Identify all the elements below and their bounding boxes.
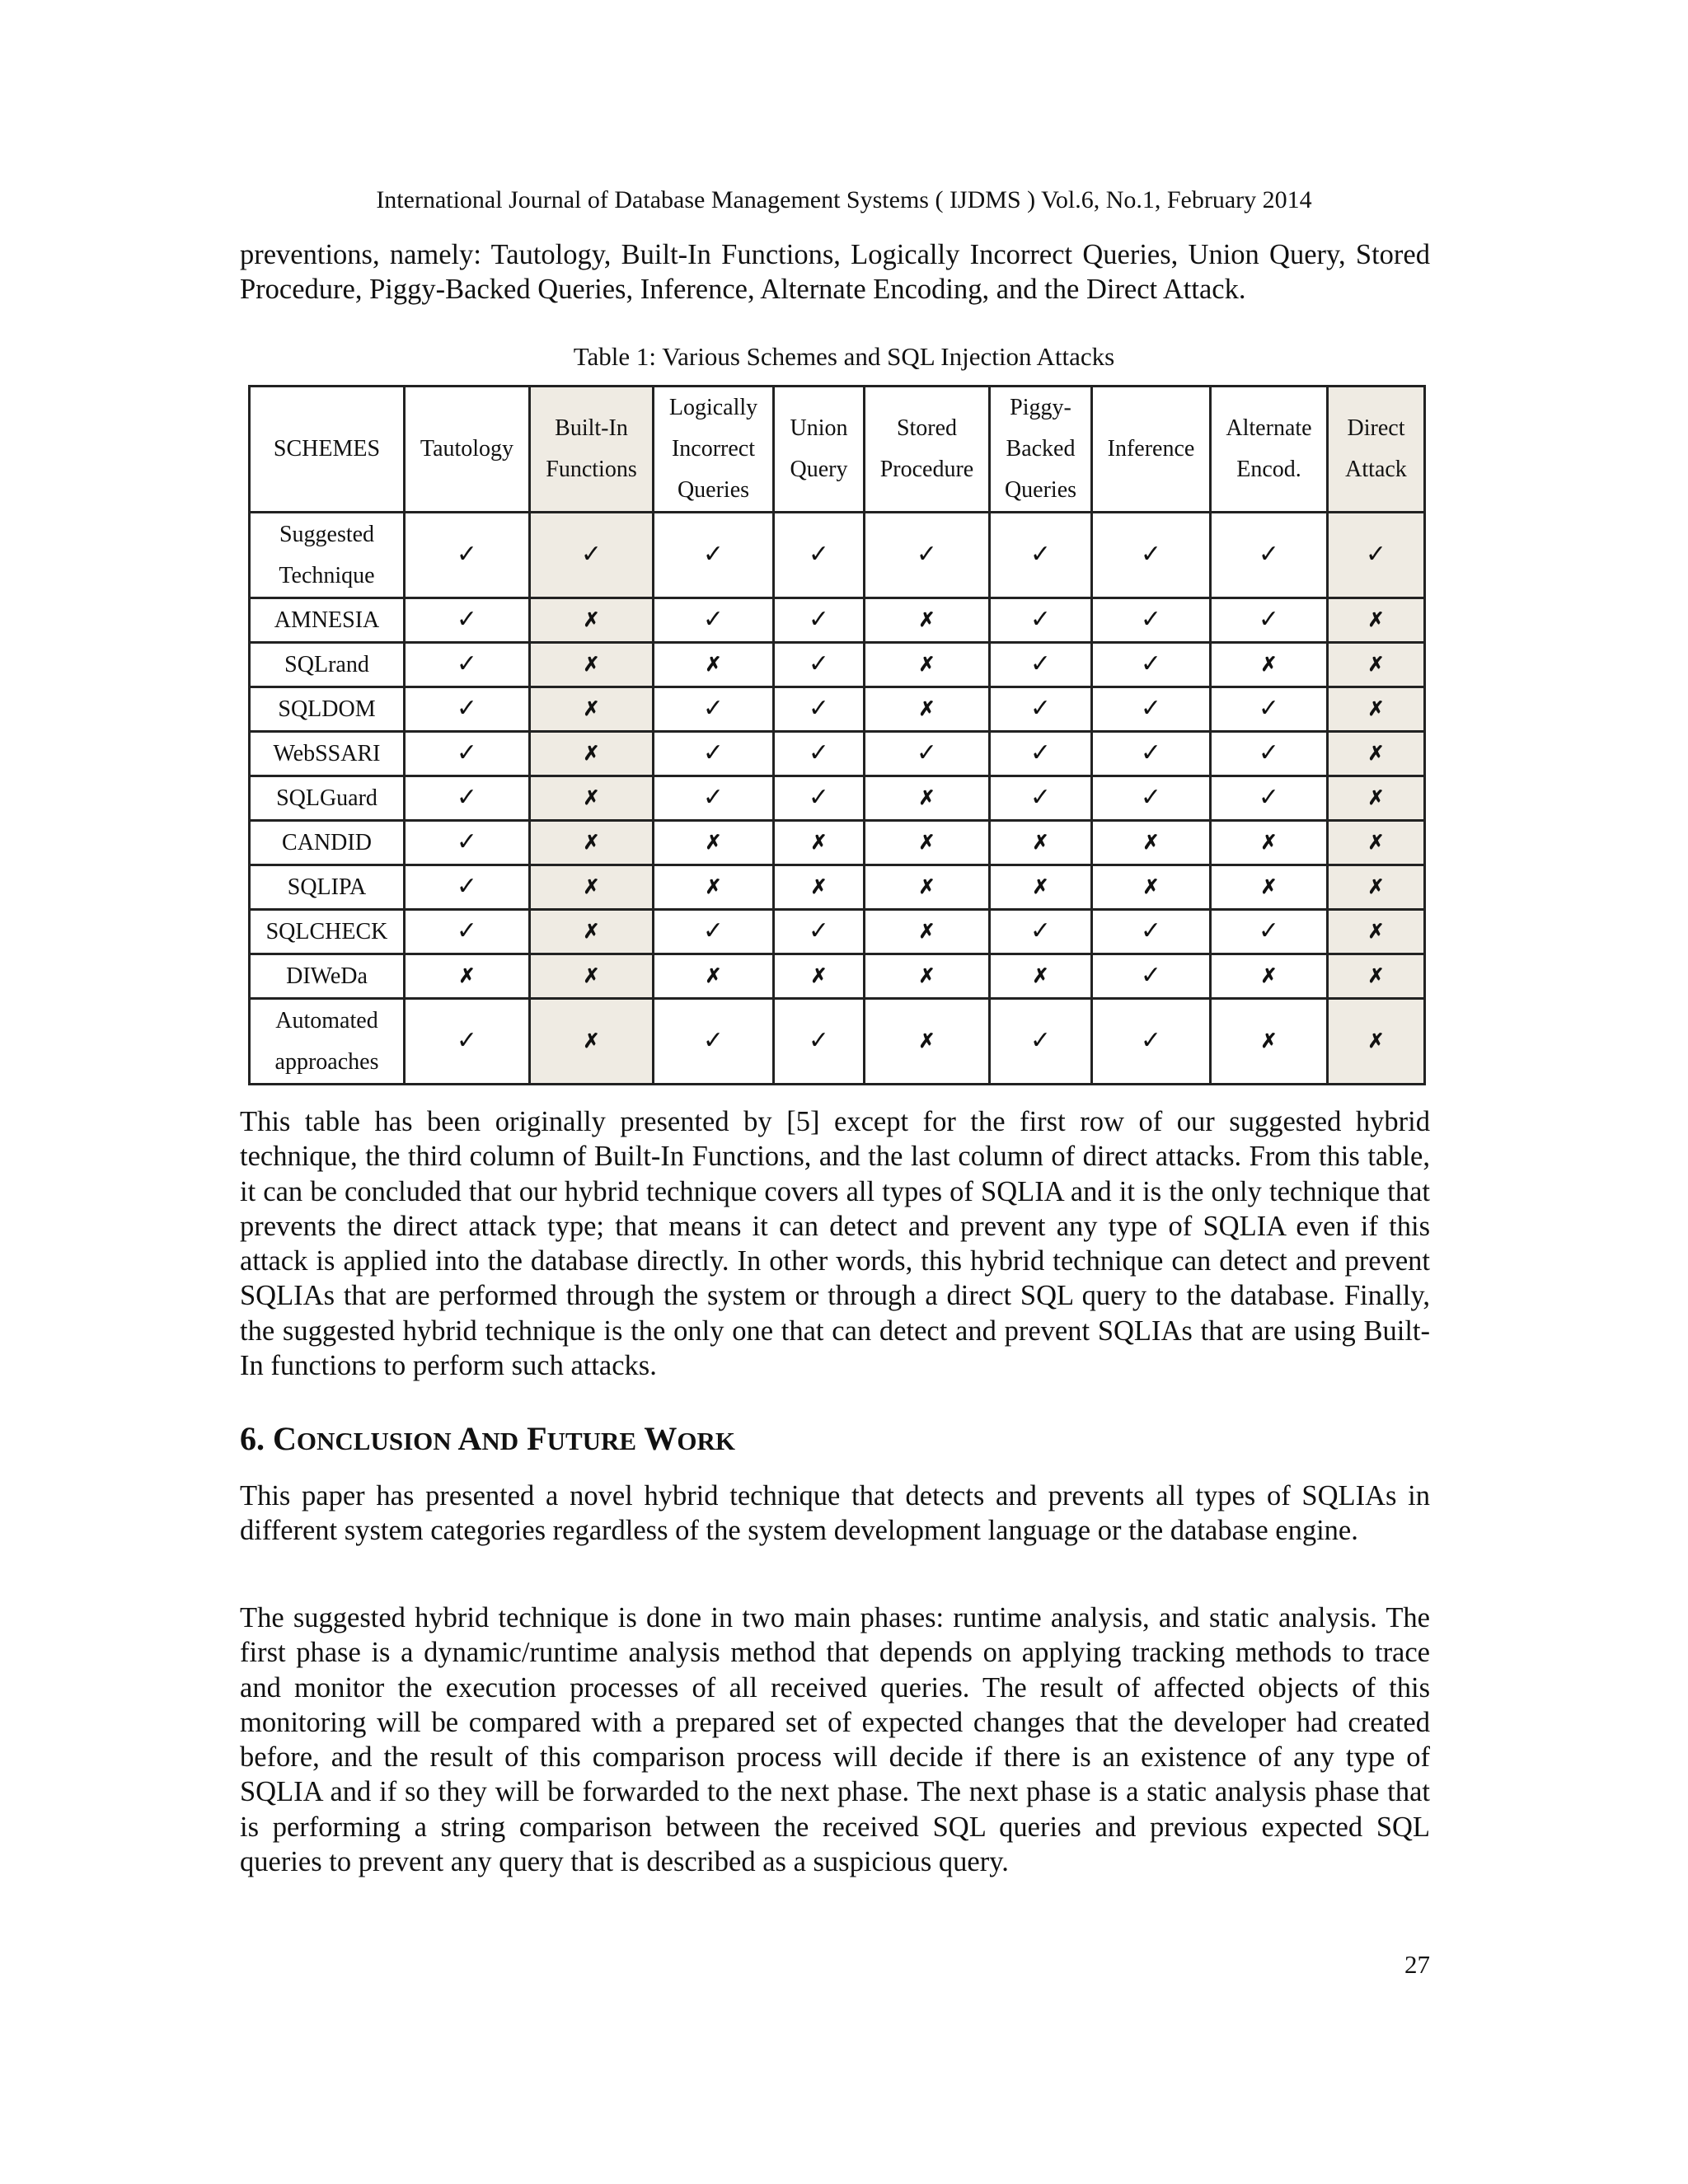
check-mark-icon: ✓: [1029, 541, 1052, 568]
check-mark-icon: ✓: [1029, 1027, 1052, 1054]
table-cell: [865, 821, 990, 865]
cross-mark-icon: ✗: [583, 877, 600, 898]
table-cell: [774, 821, 865, 865]
check-mark-icon: ✓: [1140, 739, 1162, 766]
cross-mark-icon: ✗: [918, 832, 935, 854]
table-row: [250, 643, 1425, 687]
cross-mark-icon: ✗: [918, 654, 935, 676]
column-header: Built-In Functions: [530, 387, 654, 513]
page-number: 27: [1404, 1950, 1430, 1979]
table-cell: [654, 643, 774, 687]
check-mark-icon: ✓: [1140, 917, 1162, 944]
check-mark-icon: ✓: [580, 541, 603, 568]
cross-mark-icon: ✗: [1367, 699, 1385, 720]
check-mark-icon: ✓: [456, 606, 478, 633]
table-cell: [990, 865, 1092, 910]
cross-mark-icon: ✗: [1142, 877, 1160, 898]
cross-mark-icon: ✗: [583, 654, 600, 676]
cross-mark-icon: ✗: [918, 610, 935, 631]
table-cell: [1092, 954, 1211, 999]
table-cell: [1328, 954, 1425, 999]
column-header: Alternate Encod.: [1211, 387, 1328, 513]
table-row: [250, 598, 1425, 643]
table-cell: [530, 732, 654, 776]
cross-mark-icon: ✗: [918, 699, 935, 720]
scheme-name-cell: SQLIPA: [250, 865, 405, 910]
journal-header: International Journal of Database Management Systems ( IJDMS ) Vol.6, No.1, February 2014: [376, 186, 1312, 213]
check-mark-icon: ✓: [456, 784, 478, 811]
column-header: Piggy-Backed Queries: [990, 387, 1092, 513]
scheme-name-cell: SQLCHECK: [250, 910, 405, 954]
scheme-name-cell: CANDID: [250, 821, 405, 865]
check-mark-icon: ✓: [1029, 917, 1052, 944]
table-cell: [654, 513, 774, 598]
cross-mark-icon: ✗: [918, 921, 935, 943]
check-mark-icon: ✓: [1140, 541, 1162, 568]
table-cell: [1092, 776, 1211, 821]
cross-mark-icon: ✗: [705, 832, 722, 854]
table-cell: [990, 910, 1092, 954]
section-word: FUTURE: [527, 1420, 637, 1457]
check-mark-icon: ✓: [808, 917, 830, 944]
check-mark-icon: ✓: [456, 541, 478, 568]
table-cell: [865, 598, 990, 643]
cross-mark-icon: ✗: [583, 966, 600, 987]
cross-mark-icon: ✗: [583, 699, 600, 720]
cross-mark-icon: ✗: [1367, 743, 1385, 765]
table-header-row: [250, 387, 1425, 513]
table-cell: [1092, 513, 1211, 598]
check-mark-icon: ✓: [1140, 650, 1162, 677]
table-cell: [530, 598, 654, 643]
table-cell: [530, 776, 654, 821]
column-header: Stored Procedure: [865, 387, 990, 513]
table-cell: [774, 732, 865, 776]
cross-mark-icon: ✗: [1367, 832, 1385, 854]
cross-mark-icon: ✗: [1260, 966, 1278, 987]
table-cell: [405, 598, 530, 643]
check-mark-icon: ✓: [1140, 784, 1162, 811]
table-cell: [654, 687, 774, 732]
column-header: Logically Incorrect Queries: [654, 387, 774, 513]
check-mark-icon: ✓: [456, 828, 478, 855]
check-mark-icon: ✓: [456, 650, 478, 677]
table-cell: [990, 821, 1092, 865]
table-cell: [1211, 776, 1328, 821]
check-mark-icon: ✓: [702, 541, 724, 568]
column-header: Union Query: [774, 387, 865, 513]
column-header: Direct Attack: [1328, 387, 1425, 513]
check-mark-icon: ✓: [1140, 695, 1162, 722]
cross-mark-icon: ✗: [918, 966, 935, 987]
cross-mark-icon: ✗: [705, 966, 722, 987]
table-cell: [774, 776, 865, 821]
check-mark-icon: ✓: [808, 650, 830, 677]
table-cell: [530, 821, 654, 865]
table-cell: [1211, 687, 1328, 732]
cross-mark-icon: ✗: [918, 1031, 935, 1052]
table-cell: [1328, 687, 1425, 732]
table-cell: [405, 732, 530, 776]
cross-mark-icon: ✗: [1260, 832, 1278, 854]
cross-mark-icon: ✗: [1367, 921, 1385, 943]
table-cell: [1092, 910, 1211, 954]
table-cell: [654, 999, 774, 1085]
table-row: [250, 821, 1425, 865]
table-cell: [865, 999, 990, 1085]
table-cell: [1211, 821, 1328, 865]
table-row: [250, 776, 1425, 821]
table-cell: [865, 643, 990, 687]
table-cell: [1328, 865, 1425, 910]
cross-mark-icon: ✗: [583, 921, 600, 943]
scheme-name-cell: Automated approaches: [250, 999, 405, 1085]
table-row: [250, 910, 1425, 954]
check-mark-icon: ✓: [1140, 962, 1162, 989]
table-cell: [405, 513, 530, 598]
check-mark-icon: ✓: [702, 739, 724, 766]
conclusion-paragraph-1: This paper has presented a novel hybrid technique that detects and prevents all types of SQLIAs in different system categories regardless of the system development language or the database engine.: [240, 1480, 1430, 1547]
table-cell: [405, 910, 530, 954]
table-cell: [405, 687, 530, 732]
section-number: 6.: [240, 1420, 265, 1457]
table-cell: [1328, 732, 1425, 776]
check-mark-icon: ✓: [456, 739, 478, 766]
table-cell: [1211, 999, 1328, 1085]
check-mark-icon: ✓: [1258, 695, 1280, 722]
cross-mark-icon: ✗: [1032, 966, 1049, 987]
section-word: WORK: [644, 1420, 735, 1457]
cross-mark-icon: ✗: [1032, 832, 1049, 854]
table-cell: [654, 776, 774, 821]
table-cell: [654, 821, 774, 865]
scheme-name-cell: SQLGuard: [250, 776, 405, 821]
table-cell: [774, 954, 865, 999]
table-cell: [990, 513, 1092, 598]
intro-paragraph: preventions, namely: Tautology, Built-In Functions, Logically Incorrect Queries, Union Query, Stored Procedure, Piggy-Backed Queries, Inference, Alternate Encoding, and the Direct Attack.: [240, 239, 1430, 306]
table-cell: [990, 732, 1092, 776]
table-caption: Table 1: Various Schemes and SQL Injection Attacks: [573, 342, 1115, 371]
cross-mark-icon: ✗: [810, 877, 828, 898]
check-mark-icon: ✓: [916, 739, 938, 766]
table-cell: [1092, 732, 1211, 776]
check-mark-icon: ✓: [1365, 541, 1387, 568]
table-cell: [1328, 643, 1425, 687]
check-mark-icon: ✓: [808, 784, 830, 811]
scheme-name-cell: AMNESIA: [250, 598, 405, 643]
table-cell: [865, 776, 990, 821]
scheme-name-cell: Suggested Technique: [250, 513, 405, 598]
cross-mark-icon: ✗: [705, 654, 722, 676]
table-cell: [774, 687, 865, 732]
table-cell: [1092, 598, 1211, 643]
table-cell: [530, 999, 654, 1085]
check-mark-icon: ✓: [1029, 784, 1052, 811]
table-cell: [990, 643, 1092, 687]
table-cell: [774, 865, 865, 910]
table-cell: [865, 910, 990, 954]
check-mark-icon: ✓: [456, 695, 478, 722]
cross-mark-icon: ✗: [1260, 654, 1278, 676]
scheme-name-cell: SQLDOM: [250, 687, 405, 732]
cross-mark-icon: ✗: [810, 832, 828, 854]
column-header: Tautology: [405, 387, 530, 513]
section-heading: [240, 1419, 735, 1458]
conclusion-paragraph-2: The suggested hybrid technique is done in two main phases: runtime analysis, and static analysis. The first phase is a dynamic/runtime analysis method that depends on applying tracking methods to trace and monitor the execution processes of all received queries. The result of affected objects of this monitoring will be compared with a prepared set of expected changes that the developer had created before, and the result of this comparison process will decide if there is an existence of any type of SQLIA and if so they will be forwarded to the next phase. The next phase is a static analysis phase that is performing a string comparison between the received SQL queries and previous expected SQL queries to prevent any query that is described as a suspicious query.: [240, 1602, 1430, 1878]
table-cell: [530, 687, 654, 732]
table-cell: [530, 643, 654, 687]
check-mark-icon: ✓: [1029, 650, 1052, 677]
table-cell: [865, 732, 990, 776]
check-mark-icon: ✓: [702, 606, 724, 633]
check-mark-icon: ✓: [456, 917, 478, 944]
check-mark-icon: ✓: [702, 917, 724, 944]
table-cell: [990, 999, 1092, 1085]
cross-mark-icon: ✗: [583, 743, 600, 765]
table-cell: [990, 687, 1092, 732]
table-row: [250, 687, 1425, 732]
table-cell: [1211, 732, 1328, 776]
table-cell: [1328, 513, 1425, 598]
check-mark-icon: ✓: [1140, 606, 1162, 633]
table-cell: [1092, 643, 1211, 687]
table-cell: [1211, 598, 1328, 643]
table-cell: [1211, 513, 1328, 598]
table-cell: [405, 821, 530, 865]
table-cell: [530, 954, 654, 999]
check-mark-icon: ✓: [1258, 784, 1280, 811]
table-cell: [990, 954, 1092, 999]
cross-mark-icon: ✗: [1142, 832, 1160, 854]
table-cell: [774, 910, 865, 954]
table-cell: [1328, 821, 1425, 865]
cross-mark-icon: ✗: [918, 877, 935, 898]
check-mark-icon: ✓: [808, 541, 830, 568]
table-cell: [774, 643, 865, 687]
table-cell: [405, 643, 530, 687]
scheme-name-cell: DIWeDa: [250, 954, 405, 999]
table-cell: [530, 910, 654, 954]
table-cell: [405, 999, 530, 1085]
cross-mark-icon: ✗: [583, 1031, 600, 1052]
check-mark-icon: ✓: [1258, 541, 1280, 568]
table-row: [250, 513, 1425, 598]
table-cell: [530, 865, 654, 910]
table-cell: [865, 687, 990, 732]
table-cell: [865, 513, 990, 598]
check-mark-icon: ✓: [702, 1027, 724, 1054]
scheme-name-cell: SQLrand: [250, 643, 405, 687]
table-cell: [1092, 865, 1211, 910]
cross-mark-icon: ✗: [1367, 966, 1385, 987]
table-cell: [654, 598, 774, 643]
table-cell: [1211, 910, 1328, 954]
check-mark-icon: ✓: [1029, 739, 1052, 766]
check-mark-icon: ✓: [702, 695, 724, 722]
table-cell: [865, 954, 990, 999]
cross-mark-icon: ✗: [1367, 610, 1385, 631]
table-cell: [654, 865, 774, 910]
section-word: CONCLUSION: [273, 1420, 452, 1457]
table-cell: [1092, 687, 1211, 732]
table-cell: [654, 954, 774, 999]
table-cell: [654, 732, 774, 776]
scheme-name-cell: WebSSARI: [250, 732, 405, 776]
table-cell: [1211, 643, 1328, 687]
cross-mark-icon: ✗: [1367, 788, 1385, 809]
table-cell: [1328, 910, 1425, 954]
check-mark-icon: ✓: [1029, 695, 1052, 722]
cross-mark-icon: ✗: [1032, 877, 1049, 898]
cross-mark-icon: ✗: [458, 966, 476, 987]
check-mark-icon: ✓: [916, 541, 938, 568]
check-mark-icon: ✓: [1258, 917, 1280, 944]
check-mark-icon: ✓: [1258, 739, 1280, 766]
table-cell: [774, 598, 865, 643]
table-cell: [1328, 999, 1425, 1085]
table-cell: [405, 776, 530, 821]
cross-mark-icon: ✗: [583, 832, 600, 854]
attacks-comparison-table: [248, 385, 1426, 1085]
table-cell: [1211, 954, 1328, 999]
check-mark-icon: ✓: [456, 873, 478, 900]
check-mark-icon: ✓: [1258, 606, 1280, 633]
table-cell: [654, 910, 774, 954]
table-row: [250, 999, 1425, 1085]
table-cell: [1092, 999, 1211, 1085]
check-mark-icon: ✓: [702, 784, 724, 811]
cross-mark-icon: ✗: [1367, 1031, 1385, 1052]
cross-mark-icon: ✗: [1367, 654, 1385, 676]
check-mark-icon: ✓: [808, 606, 830, 633]
table-cell: [1328, 598, 1425, 643]
check-mark-icon: ✓: [456, 1027, 478, 1054]
table-cell: [774, 999, 865, 1085]
table-row: [250, 732, 1425, 776]
cross-mark-icon: ✗: [583, 610, 600, 631]
cross-mark-icon: ✗: [1260, 877, 1278, 898]
table-cell: [990, 776, 1092, 821]
check-mark-icon: ✓: [808, 695, 830, 722]
table-cell: [1328, 776, 1425, 821]
cross-mark-icon: ✗: [1260, 1031, 1278, 1052]
table-cell: [405, 954, 530, 999]
discussion-paragraph: This table has been originally presented by [5] except for the first row of our suggested hybrid technique, the third column of Built-In Functions, and the last column of direct attacks. From this table, it can be concluded that our hybrid technique covers all types of SQLIA and it is the only technique that prevents the direct attack type; that means it can detect and prevent any type of SQLIA even if this attack is applied into the database directly. In other words, this hybrid technique can detect and prevent SQLIAs that are performed through the system or through a direct SQL query to the database. Finally, the suggested hybrid technique is the only one that can detect and prevent SQLIAs that are using Built-In functions to perform such attacks.: [240, 1106, 1430, 1382]
check-mark-icon: ✓: [808, 739, 830, 766]
table-cell: [990, 598, 1092, 643]
cross-mark-icon: ✗: [583, 788, 600, 809]
check-mark-icon: ✓: [808, 1027, 830, 1054]
check-mark-icon: ✓: [1140, 1027, 1162, 1054]
table-row: [250, 865, 1425, 910]
cross-mark-icon: ✗: [810, 966, 828, 987]
cross-mark-icon: ✗: [1367, 877, 1385, 898]
table-cell: [865, 865, 990, 910]
table-row: [250, 954, 1425, 999]
table-cell: [774, 513, 865, 598]
table-cell: [1092, 821, 1211, 865]
table-cell: [530, 513, 654, 598]
section-word: AND: [457, 1420, 519, 1457]
table-cell: [405, 865, 530, 910]
column-header: Inference: [1092, 387, 1211, 513]
cross-mark-icon: ✗: [918, 788, 935, 809]
check-mark-icon: ✓: [1029, 606, 1052, 633]
table-cell: [1211, 865, 1328, 910]
column-header: SCHEMES: [250, 387, 405, 513]
cross-mark-icon: ✗: [705, 877, 722, 898]
